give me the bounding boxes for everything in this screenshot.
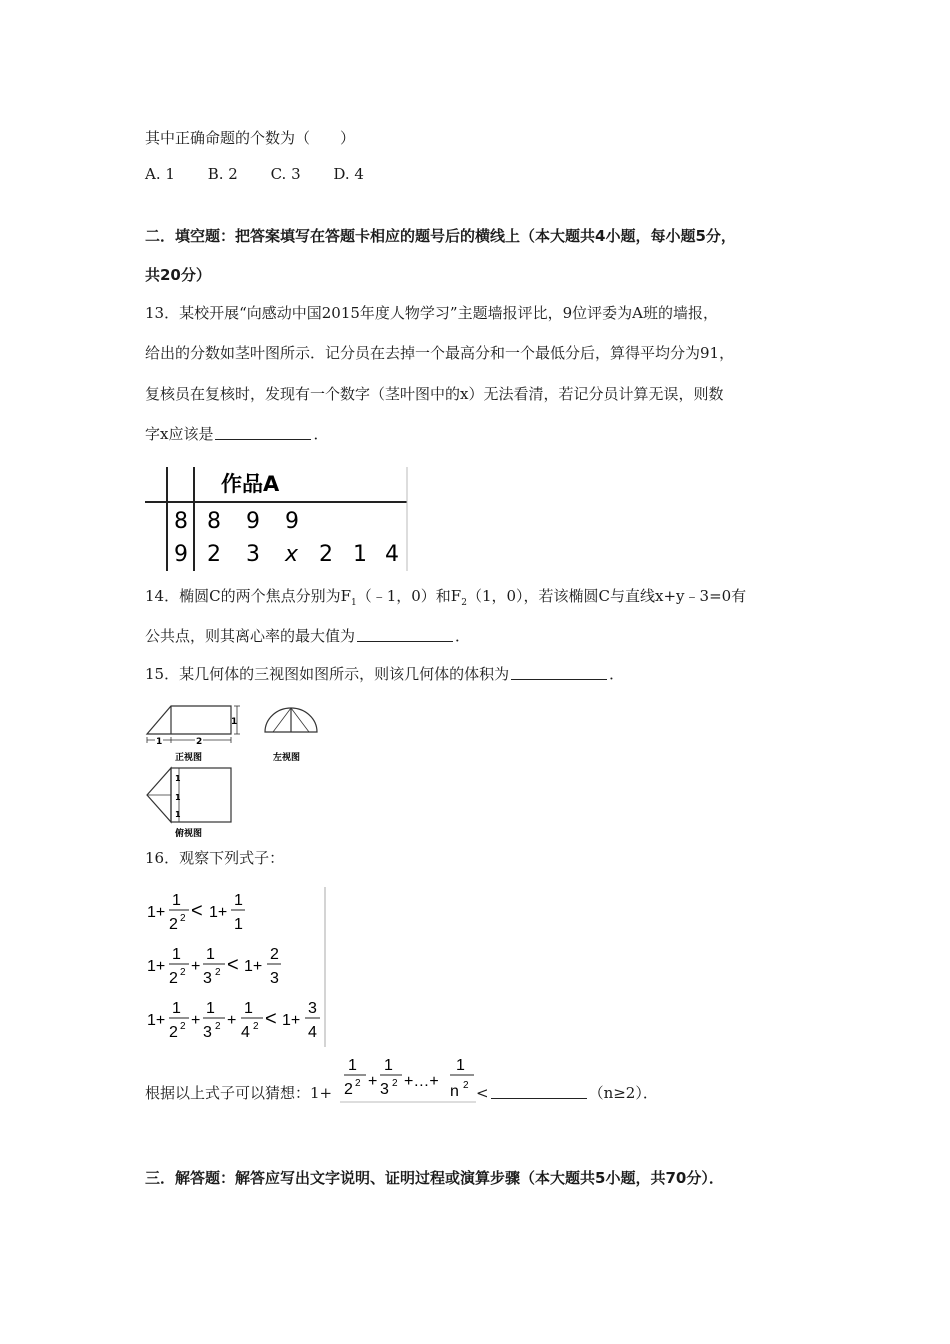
section2-heading-line2: 共20分）	[145, 266, 211, 284]
svg-text:<: <	[191, 900, 203, 922]
q13-line3: 复核员在复核时，发现有一个数字（茎叶图中的x）无法看清，若记分员计算无误，则数	[145, 385, 724, 403]
answer-blank-14	[357, 627, 453, 642]
q13-line4: 字x应该是 ．	[145, 425, 329, 443]
q12-prompt: 其中正确命题的个数为（ ）	[145, 129, 356, 147]
svg-text:1: 1	[348, 1057, 357, 1074]
dim-label: 1	[156, 737, 163, 747]
svg-text:1: 1	[172, 1000, 181, 1017]
dim-label: 1	[231, 717, 238, 727]
q14-line1: 14．椭圆C的两个焦点分别为$F_1(﹣1$，0）和$F_2(1$，0），若该椭圆C与直线x+y﹣3=0有	[145, 587, 747, 608]
svg-text:1: 1	[206, 1000, 215, 1017]
svg-text:1+: 1+	[147, 904, 166, 921]
svg-text:2: 2	[253, 1021, 259, 1032]
stem-8: 8	[174, 509, 188, 534]
svg-text:2: 2	[215, 967, 221, 978]
inequality-row-2	[147, 946, 281, 987]
svg-text:1+: 1+	[147, 958, 166, 975]
leaf: 1	[353, 542, 367, 567]
dim-label: 1	[175, 810, 181, 819]
front-view-label: 正视图	[175, 753, 203, 763]
svg-text:2: 2	[180, 1021, 186, 1032]
option-d: D. 4	[333, 165, 364, 183]
svg-text:3: 3	[270, 970, 279, 987]
left-view-label: 左视图	[273, 753, 301, 763]
svg-text:4: 4	[308, 1024, 317, 1041]
q14-line2: 公共点，则其离心率的最大值为 ．	[145, 627, 471, 645]
top-view	[147, 768, 231, 839]
left-view	[265, 708, 317, 763]
svg-text:1+: 1+	[282, 1012, 301, 1029]
figure-title: 作品A	[221, 472, 280, 496]
svg-text:2: 2	[180, 967, 186, 978]
answer-blank-13	[215, 425, 311, 440]
svg-text:3: 3	[203, 970, 212, 987]
front-view	[147, 706, 240, 763]
svg-text:1+: 1+	[147, 1012, 166, 1029]
leaf: 4	[385, 542, 399, 567]
q13-line1: 13．某校开展“向感动中国2015年度人物学习”主题墙报评比，9位评委为A班的墙报，	[145, 304, 718, 322]
inequality-row-3	[147, 1000, 320, 1041]
svg-text:2: 2	[270, 946, 279, 963]
inequality-figure	[145, 885, 331, 1050]
svg-text:+: +	[368, 1073, 378, 1090]
svg-text:2: 2	[169, 1024, 178, 1041]
svg-text:1+: 1+	[209, 904, 228, 921]
svg-text:+…+: +…+	[404, 1073, 439, 1090]
inequality-row-1	[147, 892, 245, 933]
svg-text:+: +	[191, 1012, 201, 1029]
dim-label: 1	[175, 774, 181, 783]
guess-series-figure	[338, 1052, 488, 1106]
leaf-unknown-x: x	[285, 542, 299, 567]
leaf: 3	[246, 542, 260, 567]
svg-text:2: 2	[169, 970, 178, 987]
answer-blank-15	[511, 665, 607, 680]
dim-label: 2	[196, 737, 203, 747]
svg-text:1: 1	[244, 1000, 253, 1017]
svg-text:<: <	[265, 1008, 277, 1030]
svg-text:1: 1	[234, 892, 243, 909]
svg-text:1: 1	[234, 916, 243, 933]
q16-guess-tail: < （n≥2）．	[476, 1084, 658, 1102]
dim-label: 1	[175, 793, 181, 802]
svg-text:2: 2	[180, 913, 186, 924]
stem-9: 9	[174, 542, 188, 567]
three-view-figure	[145, 700, 325, 840]
svg-text:4: 4	[241, 1024, 250, 1041]
q16-line1: 16．观察下列式子：	[145, 849, 285, 867]
svg-text:2: 2	[392, 1078, 398, 1089]
q13-line4-text: 字x应该是	[145, 425, 214, 443]
leaf: 9	[285, 509, 299, 534]
answer-blank-16	[491, 1084, 587, 1099]
svg-text:3: 3	[203, 1024, 212, 1041]
svg-text:2: 2	[169, 916, 178, 933]
leaf: 2	[319, 542, 333, 567]
leaf: 2	[207, 542, 221, 567]
svg-text:3: 3	[380, 1081, 389, 1098]
svg-text:n: n	[450, 1083, 459, 1100]
svg-text:3: 3	[308, 1000, 317, 1017]
section2-heading-line1: 二．填空题：把答案填写在答题卡相应的题号后的横线上（本大题共4小题，每小题5分，	[145, 227, 736, 245]
svg-text:2: 2	[355, 1078, 361, 1089]
q13-line2: 给出的分数如茎叶图所示．记分员在去掉一个最高分和一个最低分后，算得平均分为91，	[145, 344, 735, 362]
q12-options	[145, 164, 392, 184]
option-b: B. 2	[207, 165, 238, 183]
svg-text:1: 1	[384, 1057, 393, 1074]
q15-line: 15．某几何体的三视图如图所示，则该几何体的体积为 ．	[145, 665, 625, 683]
svg-text:+: +	[227, 1012, 237, 1029]
q16-guess: 根据以上式子可以猜想：1+	[145, 1084, 333, 1102]
svg-text:2: 2	[215, 1021, 221, 1032]
svg-text:1: 1	[172, 946, 181, 963]
section3-heading: 三．解答题：解答应写出文字说明、证明过程或演算步骤（本大题共5小题，共70分）．	[145, 1169, 724, 1187]
option-c: C. 3	[270, 165, 301, 183]
svg-text:1+: 1+	[244, 958, 263, 975]
svg-text:+: +	[191, 958, 201, 975]
leaf: 8	[207, 509, 221, 534]
svg-text:2: 2	[463, 1080, 469, 1091]
option-a: A. 1	[145, 165, 175, 183]
svg-text:1: 1	[206, 946, 215, 963]
svg-text:1: 1	[172, 892, 181, 909]
top-view-label: 俯视图	[175, 829, 203, 839]
svg-text:<: <	[227, 954, 239, 976]
stem-leaf-figure	[145, 465, 410, 573]
leaf: 9	[246, 509, 260, 534]
svg-text:1: 1	[456, 1057, 465, 1074]
svg-text:2: 2	[344, 1081, 353, 1098]
